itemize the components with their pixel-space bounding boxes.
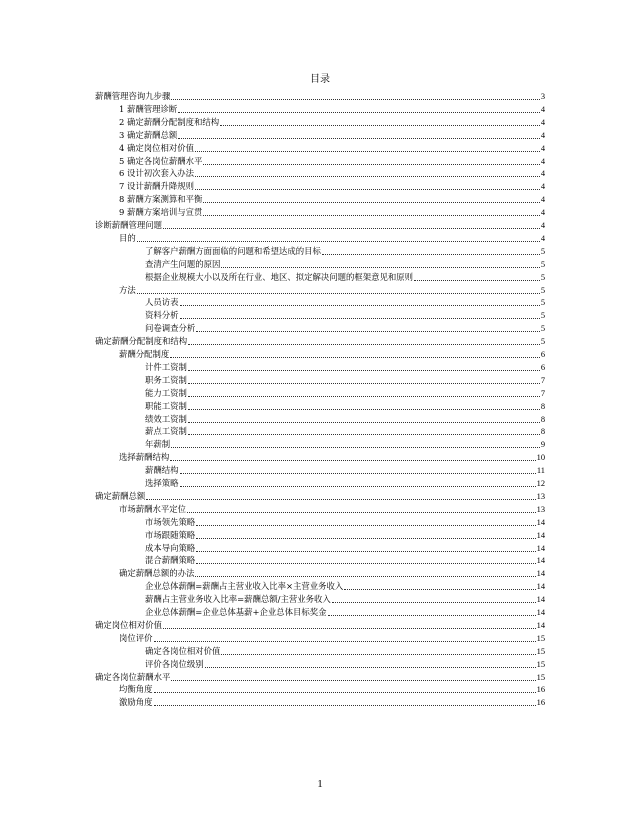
toc-entry-label: 了解客户薪酬方面面临的问题和希望达成的目标 [145,245,321,256]
toc-leader-dots [195,576,535,577]
toc-entry-label: 计件工资制 [145,361,187,372]
toc-entry[interactable] [145,375,545,386]
toc-entry-label: 查清产生问题的原因 [145,258,221,269]
toc-entry[interactable] [119,684,545,695]
toc-entry[interactable] [119,504,545,515]
toc-leader-dots [163,628,536,629]
toc-entry-label: 评价各岗位级别 [145,658,204,669]
toc-leader-dots [146,499,535,500]
toc-entry[interactable] [119,568,545,579]
toc-entry-page: 14 [536,569,545,579]
toc-entry-page: 4 [540,130,545,140]
toc-leader-dots [154,641,536,642]
toc-entry[interactable] [119,143,545,154]
toc-leader-dots [188,383,540,384]
toc-entry-label: 职务工资制 [145,374,187,385]
toc-leader-dots [154,705,536,706]
toc-entry-page: 10 [536,453,545,463]
toc-entry-page: 5 [540,337,545,347]
toc-entry[interactable] [119,233,545,244]
toc-entry[interactable] [119,104,545,115]
toc-leader-dots [188,344,540,345]
toc-entry-label: 均衡角度 [119,684,153,695]
toc-entry-label: 岗位评价 [119,632,153,643]
toc-leader-dots [203,215,539,216]
toc-entry-page: 8 [540,414,545,424]
toc-entry-label: 确定薪酬总额的办法 [119,568,195,579]
toc-entry-page: 14 [536,556,545,566]
toc-entry-label: 职能工资制 [145,400,187,411]
toc-entry[interactable] [145,259,545,270]
toc-entry[interactable] [145,659,545,670]
toc-entry-page: 14 [536,620,545,630]
toc-leader-dots [188,409,540,410]
toc-entry-label: 2 确定薪酬分配制度和结构 [119,116,220,127]
toc-leader-dots [196,331,540,332]
toc-entry-page: 15 [536,633,545,643]
toc-entry-label: 4 确定岗位相对价值 [119,142,194,153]
toc-entry[interactable] [119,697,545,708]
toc-entry-page: 8 [540,401,545,411]
toc-title: 目录 [310,74,330,85]
toc-entry[interactable] [145,426,545,437]
toc-entry-page: 4 [540,208,545,218]
toc-entry[interactable] [145,594,545,605]
toc-entry-page: 8 [540,427,545,437]
toc-entry-page: 14 [536,608,545,617]
toc-entry-page: 4 [540,143,545,153]
toc-entry-page: 4 [540,117,545,127]
toc-leader-dots [170,460,535,461]
toc-entry[interactable] [95,620,545,631]
toc-entry-label: 确定薪酬分配制度和结构 [95,336,188,347]
toc-leader-dots [220,125,540,126]
toc-entry-page: 14 [536,582,545,592]
toc-entry-page: 14 [536,517,545,527]
toc-entry-label: 薪酬结构 [145,465,179,476]
toc-leader-dots [171,447,540,448]
toc-entry-label: 确定岗位相对价值 [95,619,162,630]
toc-entry[interactable] [95,91,545,102]
toc-leader-dots [188,370,540,371]
toc-entry-label: 根据企业规模大小以及所在行业、地区、拟定解决问题的框架意见和原则 [145,271,413,282]
toc-entry-label: 绩效工资制 [145,413,187,424]
toc-entry-label: 6 设计初次套入办法 [119,168,194,179]
toc-leader-dots [195,176,540,177]
toc-entry-page: 4 [540,169,545,179]
toc-entry-page: 15 [536,646,545,656]
page-number: 1 [317,778,323,790]
toc-entry-label: 选择薪酬结构 [119,452,170,463]
toc-entry-page: 5 [540,324,545,334]
toc-entry-label: 3 确定薪酬总额 [119,129,178,140]
toc-leader-dots [221,654,535,655]
toc-entry-label: 薪酬分配制度 [119,349,170,359]
toc-entry[interactable] [95,336,545,347]
toc-entry-label: 8 薪酬方案测算和平衡 [119,194,203,205]
toc-entry-page: 6 [540,362,545,372]
toc-entry-page: 4 [540,221,545,230]
toc-entry[interactable] [145,388,545,399]
toc-entry[interactable] [119,633,545,644]
toc-entry[interactable] [119,207,545,218]
toc-entry-label: 人员访表 [145,297,179,308]
toc-leader-dots [171,99,539,100]
toc-entry-label: 激励角度 [119,697,153,708]
toc-leader-dots [195,189,540,190]
toc-leader-dots [196,551,535,552]
toc-leader-dots [180,473,536,474]
toc-leader-dots [188,396,540,397]
toc-leader-dots [195,151,540,152]
toc-entry-label: 确定各岗位相对价值 [145,645,221,656]
toc-entry-page: 14 [536,543,545,553]
toc-entry-page: 13 [536,491,545,501]
toc-leader-dots [196,538,535,539]
toc-entry[interactable] [145,272,545,283]
toc-entry-page: 15 [536,659,545,669]
toc-entry-page: 4 [540,104,545,114]
toc-entry[interactable] [119,168,545,179]
toc-leader-dots [187,512,536,513]
toc-entry-label: 薪酬占主营业务收入比率=薪酬总额/主营业务收入 [145,594,331,605]
toc-entry[interactable] [145,414,545,425]
toc-entry-page: 16 [536,685,545,695]
toc-entry[interactable] [95,220,545,231]
toc-leader-dots [196,525,535,526]
toc-leader-dots [188,422,540,423]
toc-leader-dots [322,254,540,255]
toc-entry-page: 5 [540,246,545,256]
toc-entry-page: 5 [540,259,545,269]
toc-entry[interactable] [145,478,545,489]
toc-entry-label: 市场跟随策略 [145,529,196,540]
toc-entry-page: 5 [540,311,545,321]
toc-entry-label: 能力工资制 [145,387,187,398]
toc-leader-dots [137,293,540,294]
toc-entry-page: 6 [540,350,545,359]
toc-entry-label: 确定各岗位薪酬水平 [95,671,171,682]
toc-entry[interactable] [119,117,545,128]
toc-entry-label: 企业总体薪酬=薪酬占主营业收入比率×主营业务收入 [145,581,344,592]
toc-entry-page: 4 [540,182,545,192]
toc-entry[interactable] [145,581,545,592]
toc-entry[interactable] [145,439,545,450]
toc-entry-label: 选择策略 [145,478,179,488]
toc-entry-page: 16 [536,698,545,708]
toc-entry[interactable] [119,285,545,296]
toc-entry-label: 薪点工资制 [145,426,187,437]
toc-leader-dots [170,357,540,358]
toc-leader-dots [328,615,536,616]
toc-entry-page: 5 [540,272,545,282]
toc-entry-page: 14 [536,530,545,540]
toc-leader-dots [188,434,540,435]
toc-entry-page: 5 [540,285,545,295]
toc-entry[interactable] [119,156,545,167]
toc-entry[interactable] [145,543,545,554]
toc-entry-page: 7 [540,388,545,398]
toc-leader-dots [205,667,536,668]
toc-entry-page: 5 [540,298,545,308]
toc-leader-dots [180,486,536,487]
toc-entry-label: 方法 [119,284,136,295]
toc-entry[interactable] [145,362,545,373]
toc-entry-label: 问卷调查分析 [145,323,196,334]
toc-entry-label: 7 设计薪酬升降规则 [119,181,194,192]
toc-entry[interactable] [145,555,545,566]
toc-entry-label: 目的 [119,232,136,243]
toc-entry[interactable] [145,607,545,618]
toc-leader-dots [163,228,540,229]
toc-leader-dots [196,563,535,564]
toc-entry[interactable] [119,349,545,360]
toc-leader-dots [332,602,536,603]
toc-entry-page: 4 [540,233,545,243]
toc-leader-dots [414,280,540,281]
toc-entry-label: 市场领先策略 [145,516,196,527]
toc-entry-label: 诊断薪酬管理问题 [95,220,162,230]
toc-entry-label: 企业总体薪酬=企业总体基薪+企业总体目标奖金 [145,607,327,617]
toc-entry[interactable] [145,297,545,308]
toc-entry[interactable] [145,530,545,541]
toc-leader-dots [203,164,539,165]
toc-entry-label: 确定薪酬总额 [95,490,146,501]
toc-entry-label: 薪酬管理咨询九步骤 [95,91,171,101]
toc-entry-page: 13 [536,504,545,514]
toc-leader-dots [178,112,540,113]
toc-entry[interactable] [119,130,545,141]
toc-leader-dots [221,267,539,268]
toc-leader-dots [178,138,540,139]
toc-leader-dots [180,305,540,306]
toc-entry[interactable] [119,181,545,192]
toc-entry[interactable] [145,323,545,334]
toc-entry[interactable] [145,310,545,321]
toc-entry[interactable] [145,465,545,476]
toc-entry[interactable] [95,491,545,502]
toc-entry-page: 11 [536,466,545,476]
toc-entry-page: 12 [536,479,545,488]
toc-entry-label: 资料分析 [145,310,179,321]
toc-entry-page: 9 [540,440,545,450]
toc-entry-label: 5 确定各岗位薪酬水平 [119,155,203,166]
toc-leader-dots [203,202,539,203]
toc-leader-dots [180,318,540,319]
toc-entry-page: 4 [540,195,545,205]
toc-leader-dots [344,589,535,590]
toc-entry-page: 3 [540,92,545,101]
toc-entry-page: 7 [540,375,545,385]
toc-entry-page: 14 [536,595,545,605]
toc-entry-page: 4 [540,156,545,166]
toc-entry-page: 15 [536,672,545,682]
toc-entry-label: 市场薪酬水平定位 [119,503,186,514]
toc-entry[interactable] [95,672,545,683]
toc-entry-label: 1 薪酬管理诊断 [119,103,178,114]
toc-entry-label: 年薪制 [145,439,171,450]
toc-entry-label: 混合薪酬策略 [145,555,196,566]
toc-entry-label: 9 薪酬方案培训与宣贯 [119,207,203,218]
toc-entry-label: 成本导向策略 [145,542,196,553]
toc-leader-dots [137,241,540,242]
toc-entry[interactable] [145,646,545,657]
toc-entry[interactable] [145,401,545,412]
toc-entry[interactable] [119,452,545,463]
toc-entry[interactable] [119,194,545,205]
toc-entry[interactable] [145,246,545,257]
toc-leader-dots [154,692,536,693]
toc-leader-dots [171,680,535,681]
toc-entry[interactable] [145,517,545,528]
